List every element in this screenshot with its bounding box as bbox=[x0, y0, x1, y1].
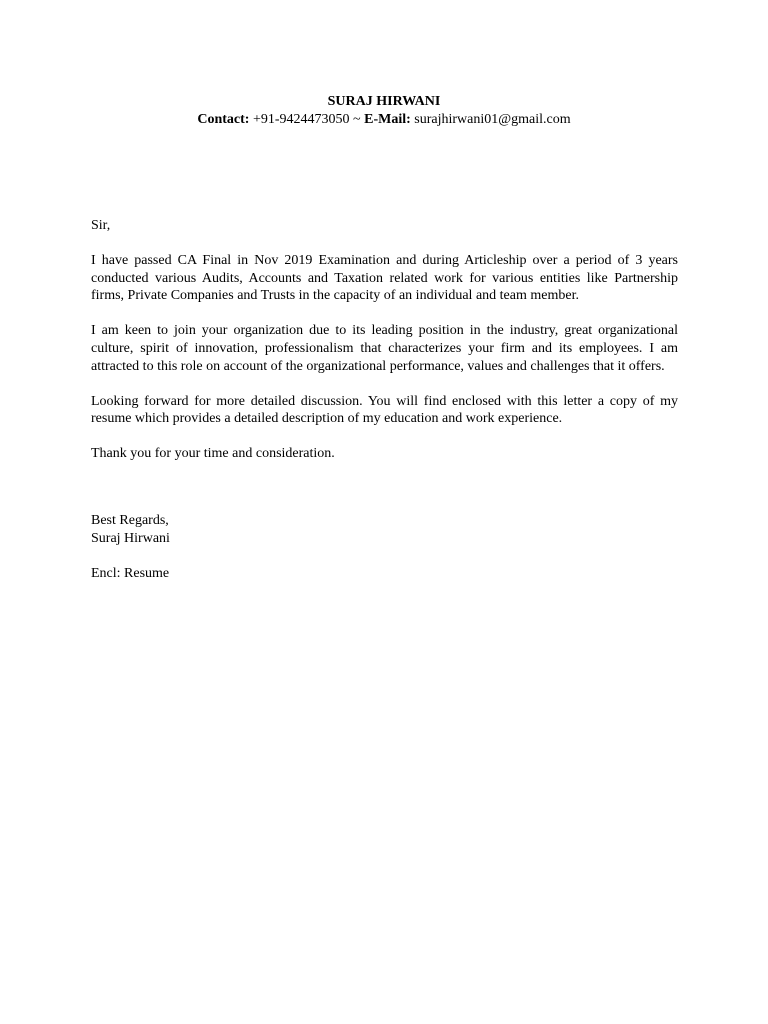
signature-name: Suraj Hirwani bbox=[91, 530, 170, 546]
letter-header bbox=[0, 93, 768, 129]
salutation: Sir, bbox=[91, 218, 111, 233]
paragraph-qualification: I have passed CA Final in Nov 2019 Examination and during Articleship over a period of 3 years conducted various Audits, Accounts and Taxation related work for various entities like Partnership firms, Private Companies and Trusts in the capacity of an individual and team member. bbox=[91, 252, 678, 304]
signature-block bbox=[91, 512, 678, 548]
paragraph-discussion: Looking forward for more detailed discussion. You will find enclosed with this letter a copy of my resume which provides a detailed description of my education and work experience. bbox=[91, 393, 678, 427]
paragraph-motivation: I am keen to join your organization due to its leading position in the industry, great organizational culture, spirit of innovation, professionalism that characterizes your firm and its employees. I am attracted to this role on account of the organizational performance, values and challenges that it offers. bbox=[91, 323, 678, 374]
contact-phone: +91-9424473050 ~ bbox=[249, 112, 365, 127]
contact-email: surajhirwani01@gmail.com bbox=[410, 112, 571, 127]
closing-line: Best Regards, bbox=[91, 512, 169, 528]
thanks-line: Thank you for your time and consideration. bbox=[91, 446, 335, 462]
email-label: E-Mail: bbox=[364, 112, 411, 127]
contact-label: Contact: bbox=[197, 112, 250, 127]
enclosure-line: Encl: Resume bbox=[91, 565, 170, 581]
contact-line bbox=[0, 111, 768, 129]
letter-body bbox=[91, 217, 678, 582]
sender-name: SURAJ HIRWANI bbox=[327, 94, 441, 109]
